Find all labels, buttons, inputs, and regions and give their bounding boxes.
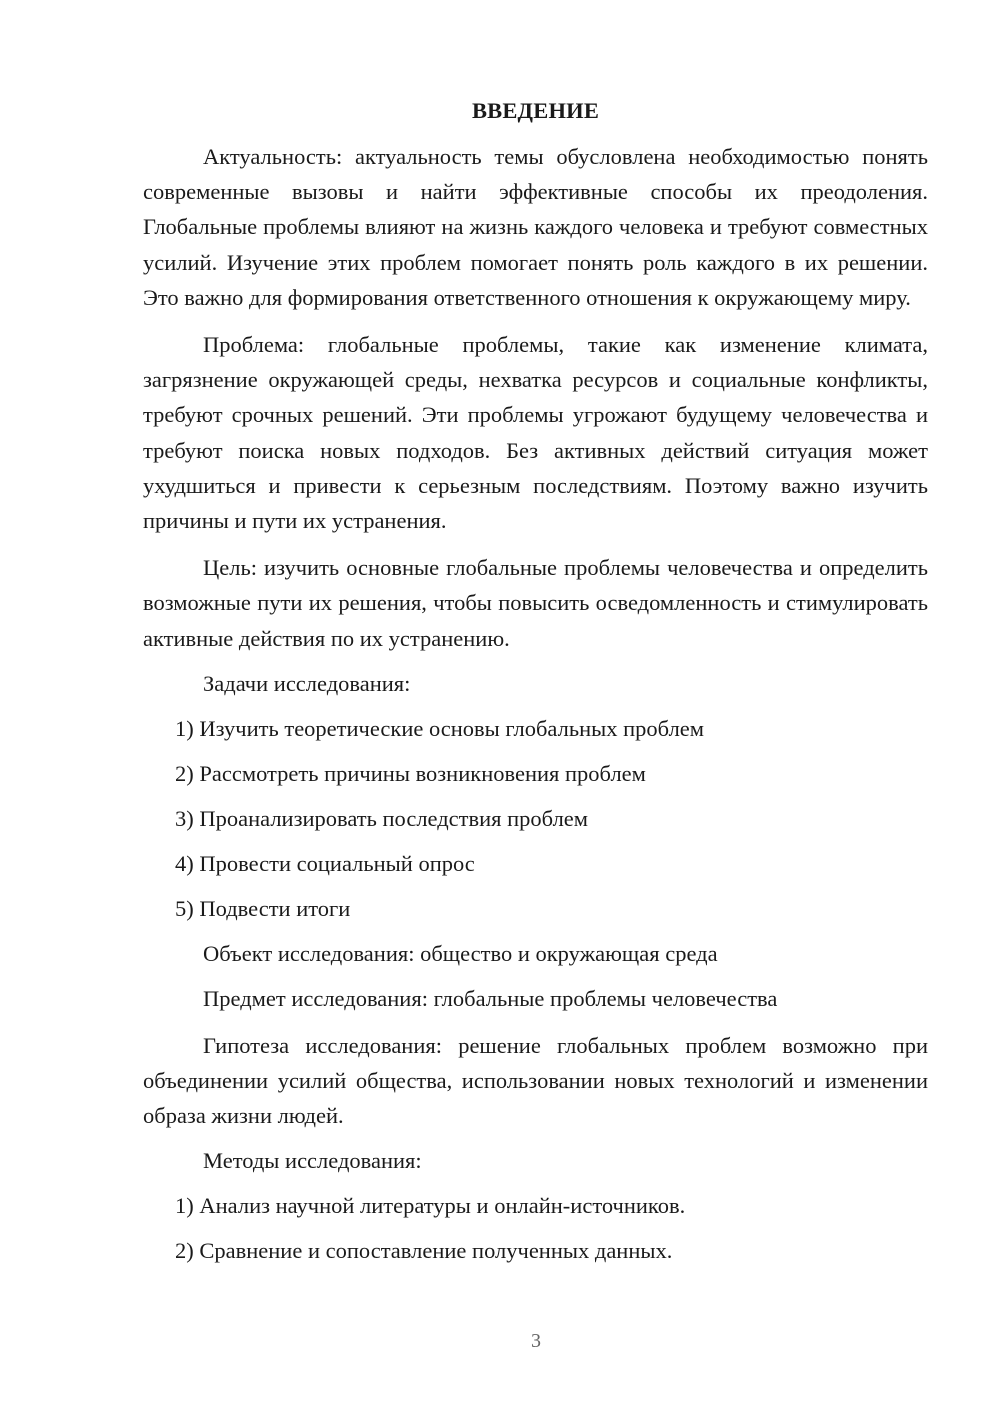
hypothesis-paragraph: Гипотеза исследования: решение глобальных проблем возможно при объединении усилий общества, использовании новых технологий и изменении образа жизни людей. xyxy=(143,1032,928,1129)
research-subject: Предмет исследования: глобальные проблемы человечества xyxy=(203,985,778,1011)
page-title: ВВЕДЕНИЕ xyxy=(471,98,600,123)
task-item: 2) Рассмотреть причины возникновения проблем xyxy=(175,760,646,786)
task-item: 3) Проанализировать последствия проблем xyxy=(175,805,589,831)
research-object: Объект исследования: общество и окружающая среда xyxy=(203,940,718,966)
methods-label: Методы исследования: xyxy=(203,1148,422,1174)
tasks-label: Задачи исследования: xyxy=(203,670,411,696)
task-item: 4) Провести социальный опрос xyxy=(175,850,475,876)
method-item: 2) Сравнение и сопоставление полученных данных. xyxy=(175,1238,673,1264)
relevance-paragraph: Актуальность: актуальность темы обусловлена необходимостью понять современные вызовы и найти эффективные способы их преодоления. Глобальные проблемы влияют на жизнь каждого человека и требуют совместных усилий. Изучение этих проблем помогает понять роль каждого в их решении. Это важно для формирования ответственного отношения к окружающему миру. xyxy=(143,144,928,310)
goal-paragraph: Цель: изучить основные глобальные проблемы человечества и определить возможные пути их решения, чтобы повысить осведомленность и стимулировать активные действия по их устранению. xyxy=(143,555,928,651)
method-item: 1) Анализ научной литературы и онлайн-источников. xyxy=(175,1193,686,1219)
page-number: 3 xyxy=(531,1330,541,1352)
task-item: 1) Изучить теоретические основы глобальных проблем xyxy=(175,715,705,741)
problem-paragraph: Проблема: глобальные проблемы, такие как изменение климата, загрязнение окружающей среды, нехватка ресурсов и социальные конфликты, требуют срочных решений. Эти проблемы угрожают будущему человечества и требуют поиска новых подходов. Без активных действий ситуация может ухудшиться и привести к серьезным последствиям. Поэтому важно изучить причины и пути их устранения. xyxy=(143,332,928,534)
page-content xyxy=(143,95,928,1280)
task-item: 5) Подвести итоги xyxy=(175,895,351,921)
